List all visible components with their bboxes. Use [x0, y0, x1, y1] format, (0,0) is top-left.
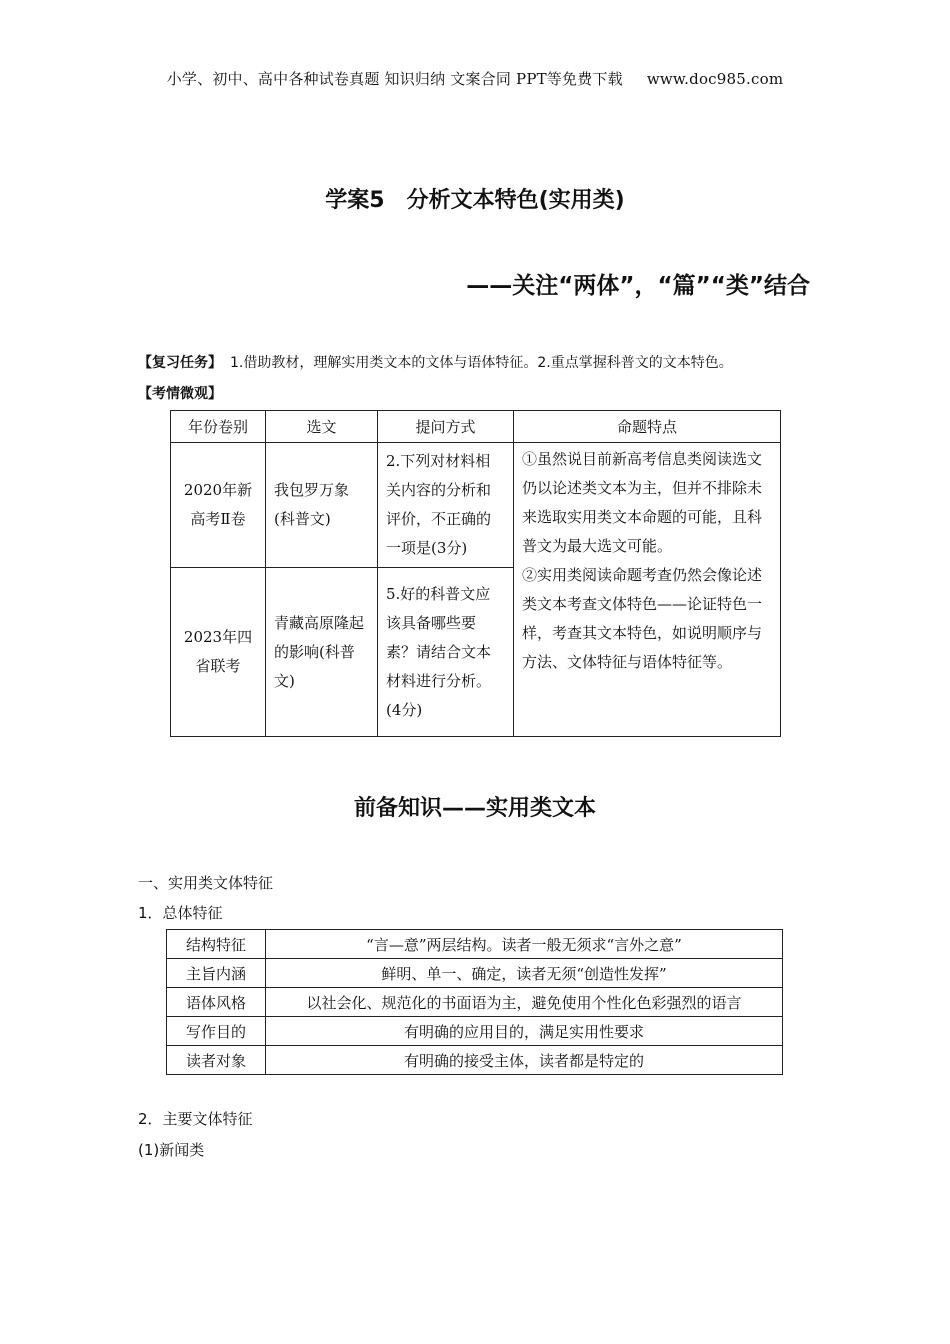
table-row: [167, 1017, 783, 1046]
column-header: 选文: [266, 411, 378, 443]
feature-key: 结构特征: [167, 930, 266, 959]
heading-4: (1)新闻类: [138, 1141, 205, 1159]
question-cell: 2.下列对材料相关内容的分析和评价，不正确的一项是(3分): [378, 443, 514, 568]
feature-point: ①虽然说目前新高考信息类阅读选文仍以论述类文本为主，但并不排除未来选取实用类文本命题的可能，且科普文为最大选文可能。: [522, 450, 763, 555]
page-header: [0, 68, 950, 89]
feature-value: 有明确的应用目的，满足实用性要求: [266, 1017, 783, 1046]
heading-3: 2．主要文体特征: [138, 1110, 253, 1128]
year-cell: 2023年四省联考: [171, 568, 266, 737]
header-url[interactable]: www.doc985.com: [646, 70, 784, 88]
feature-key: 语体风格: [167, 988, 266, 1017]
page-title: 学案5 分析文本特色(实用类): [325, 188, 625, 213]
table-row: [167, 959, 783, 988]
feature-value: 以社会化、规范化的书面语为主，避免使用个性化色彩强烈的语言: [266, 988, 783, 1017]
heading-1: 一、实用类文体特征: [138, 874, 274, 892]
review-text: 1.借助教材，理解实用类文本的文体与语体特征。2.重点掌握科普文的文本特色。: [230, 355, 733, 371]
exam-table: [170, 410, 781, 737]
review-tag: 【复习任务】: [138, 355, 222, 371]
review-task: [138, 352, 733, 372]
column-header: 命题特点: [514, 411, 781, 443]
feature-key: 读者对象: [167, 1046, 266, 1075]
column-header: 提问方式: [378, 411, 514, 443]
year-cell: 2020年新高考Ⅱ卷: [171, 443, 266, 568]
section-title: 前备知识——实用类文本: [353, 796, 596, 821]
exam-table-header-row: [171, 411, 781, 443]
table-row: [167, 1046, 783, 1075]
page-subtitle: ——关注“两体”，“篇”“类”结合: [466, 273, 810, 299]
feature-value: “言—意”两层结构。读者一般无须求“言外之意”: [266, 930, 783, 959]
table-row: [171, 443, 781, 568]
feature-table: [166, 929, 783, 1075]
table-row: [167, 988, 783, 1017]
feature-cell: [514, 443, 781, 737]
text-cell: 青藏高原隆起的影响(科普文): [266, 568, 378, 737]
feature-value: 有明确的接受主体，读者都是特定的: [266, 1046, 783, 1075]
table-row: [167, 930, 783, 959]
column-header: 年份卷别: [171, 411, 266, 443]
exam-tag: 【考情微观】: [138, 386, 222, 402]
question-cell: 5.好的科普文应该具备哪些要素？请结合文本材料进行分析。(4分): [378, 568, 514, 737]
heading-2: 1．总体特征: [138, 904, 223, 922]
feature-key: 主旨内涵: [167, 959, 266, 988]
header-text: 小学、初中、高中各种试卷真题 知识归纳 文案合同 PPT等免费下载: [166, 70, 623, 88]
feature-key: 写作目的: [167, 1017, 266, 1046]
text-cell: 我包罗万象(科普文): [266, 443, 378, 568]
feature-point: ②实用类阅读命题考查仍然会像论述类文本考查文体特色——论证特色一样，考查其文本特色，如说明顺序与方法、文体特征与语体特征等。: [522, 566, 763, 671]
feature-value: 鲜明、单一、确定，读者无须“创造性发挥”: [266, 959, 783, 988]
